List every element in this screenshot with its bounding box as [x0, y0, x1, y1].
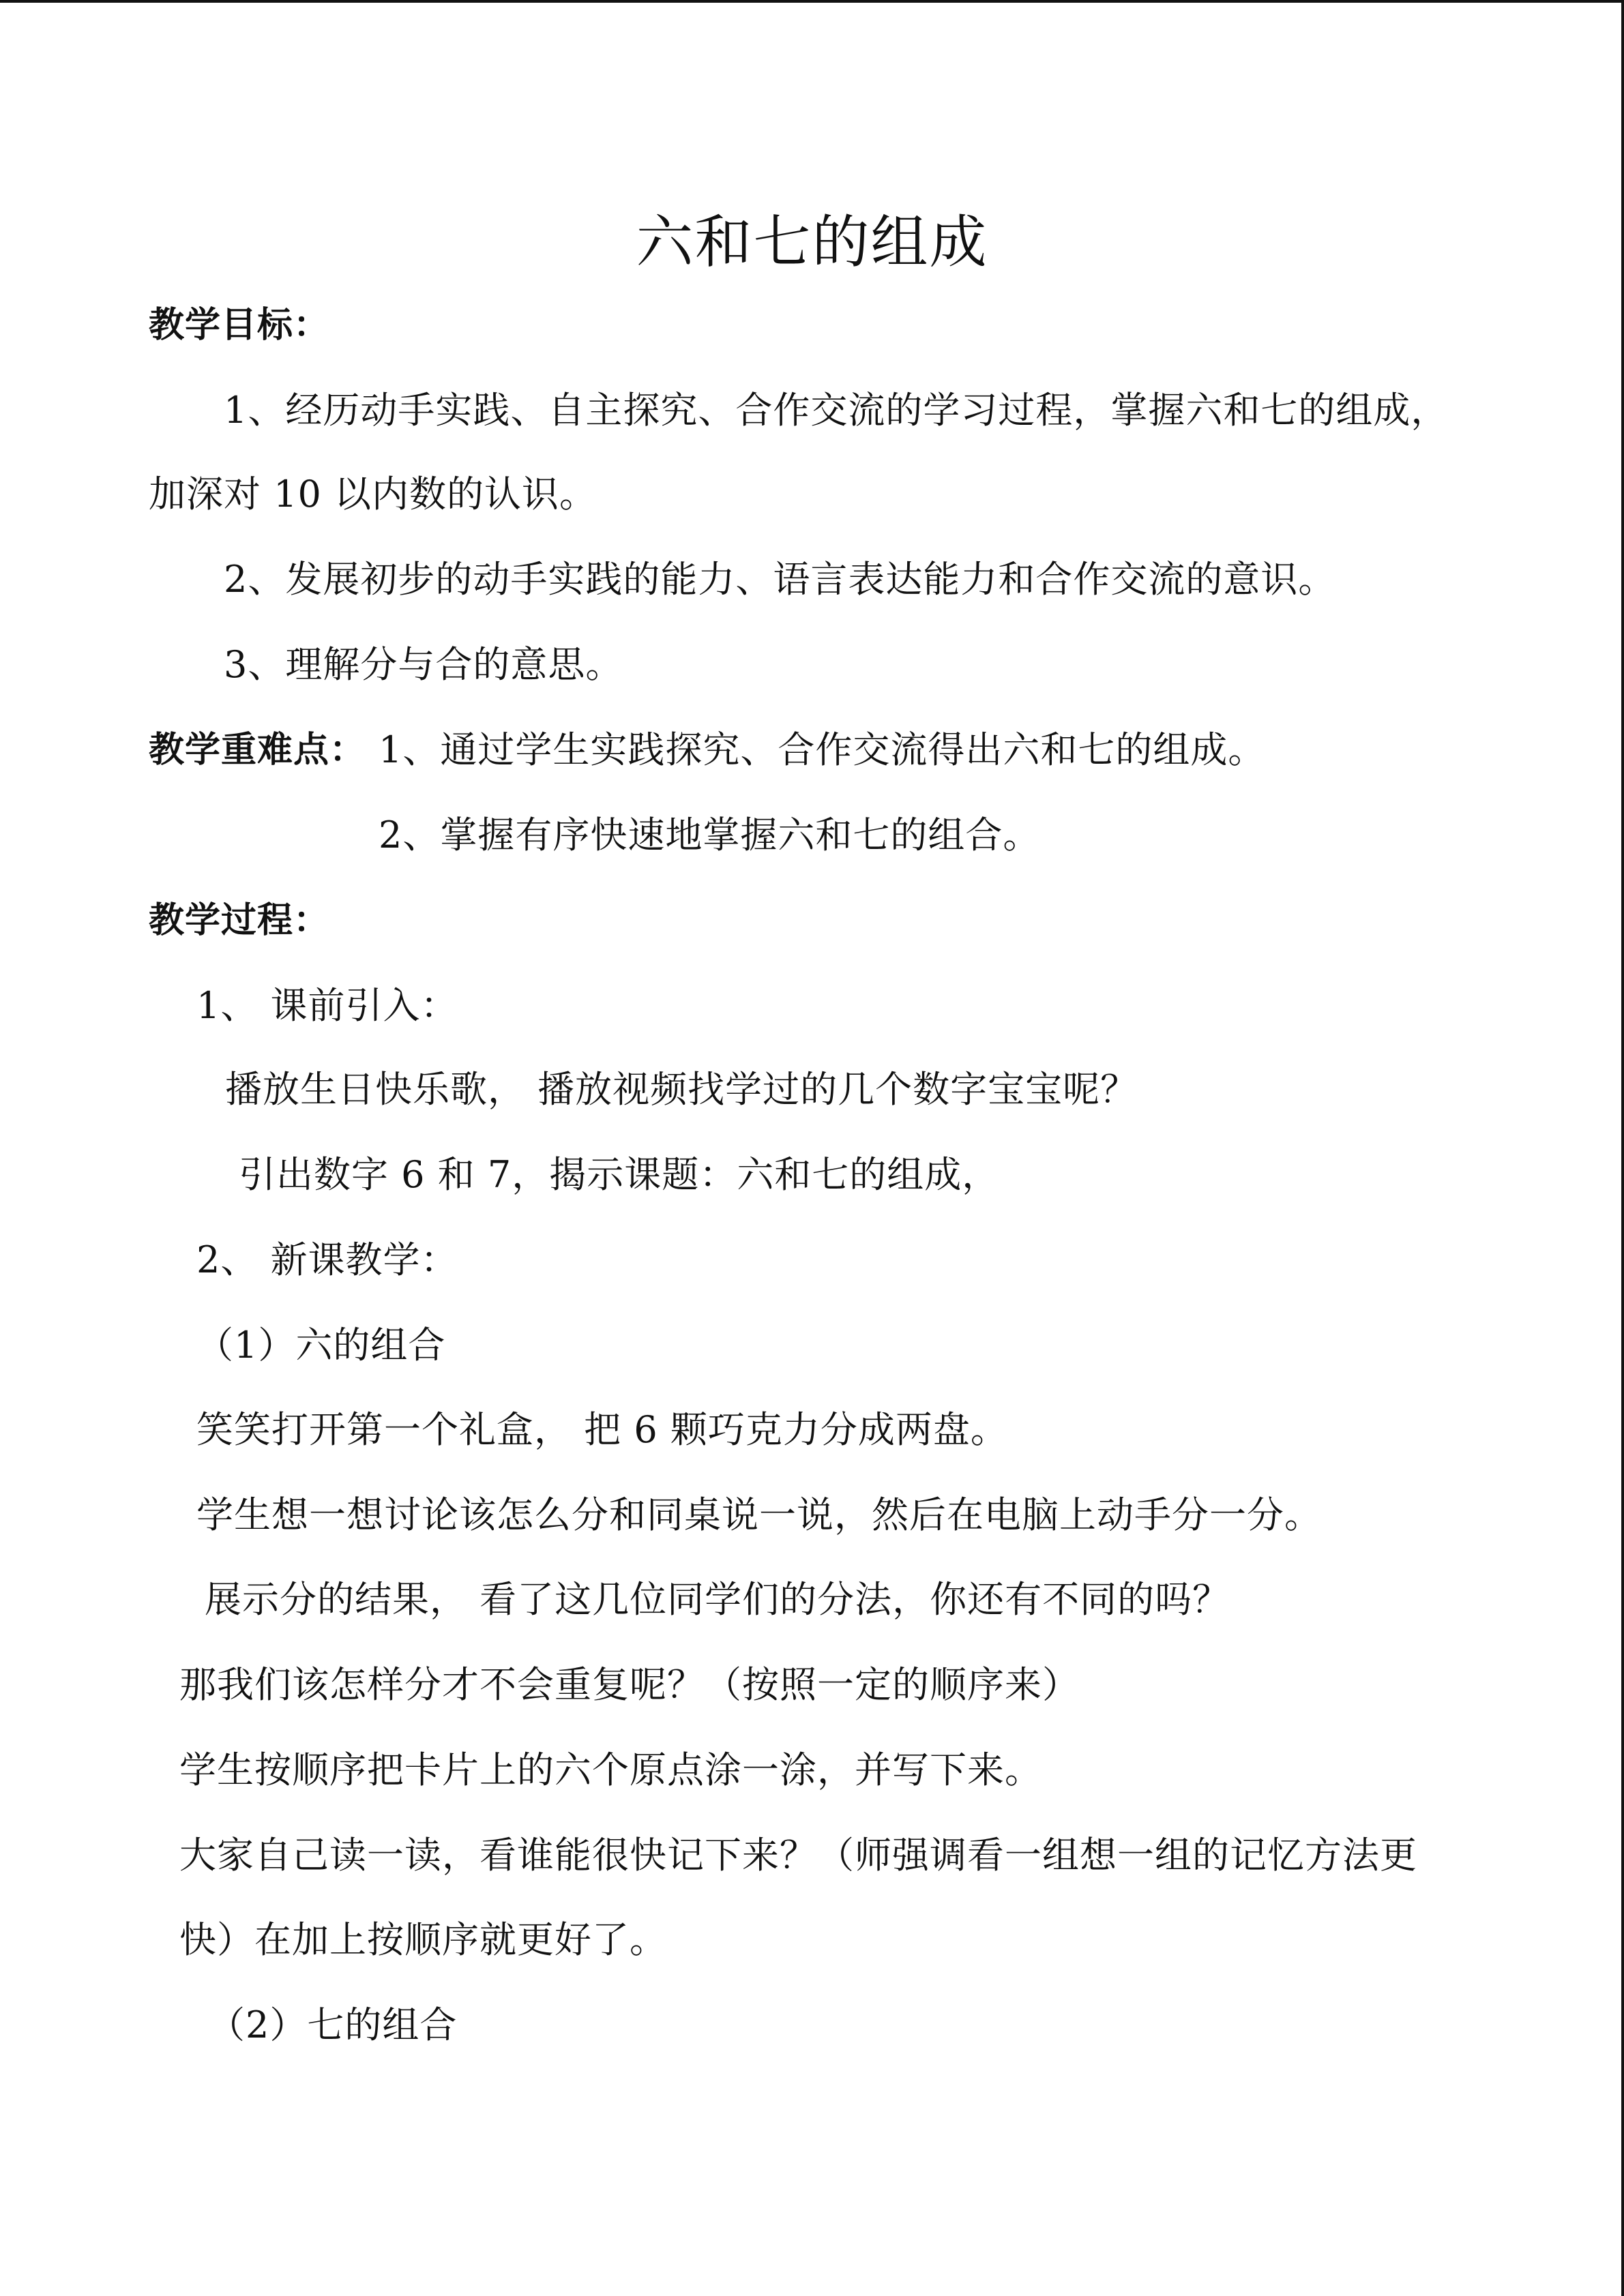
- process-step-2-title: 2、 新课教学：: [196, 1238, 458, 1281]
- key-point-item-2: 2、掌握有序快速地掌握六和七的组合。: [379, 814, 1041, 856]
- goal-item-2: 2、发展初步的动手实践的能力、语言表达能力和合作交流的意识。: [224, 558, 1336, 601]
- page-top-border: [0, 0, 1624, 3]
- goal-item-3: 3、理解分与合的意思。: [224, 643, 623, 686]
- process-subsection-1-line-6: 大家自己读一读，看谁能很快记下来？（师强调看一组想一组的记忆方法更: [179, 1834, 1417, 1877]
- key-point-item-1: 1、通过学生实践探究、合作交流得出六和七的组成。: [379, 728, 1266, 771]
- process-subsection-1-line-7: 快）在加上按顺序就更好了。: [179, 1918, 667, 1961]
- goals-heading: 教学目标：: [149, 305, 330, 346]
- page-right-border: [1621, 0, 1624, 2296]
- process-step-1-line-2: 引出数字 6 和 7，揭示课题：六和七的组成，: [239, 1153, 1000, 1196]
- goal-item-1-line-2: 加深对 10 以内数的认识。: [149, 473, 597, 516]
- process-heading: 教学过程：: [149, 900, 330, 941]
- key-points-heading: 教学重难点：: [149, 730, 366, 771]
- process-subsection-2-title: （2）七的组合: [208, 2003, 458, 2046]
- process-subsection-1-line-5: 学生按顺序把卡片上的六个原点涂一涂，并写下来。: [179, 1748, 1042, 1791]
- process-subsection-1-line-4: 那我们该怎样分才不会重复呢？（按照一定的顺序来）: [179, 1663, 1080, 1706]
- process-subsection-1-line-2: 学生想一想讨论该怎么分和同桌说一说，然后在电脑上动手分一分。: [196, 1493, 1322, 1536]
- goal-item-1-line-1: 1、经历动手实践、自主探究、合作交流的学习过程，掌握六和七的组成，: [224, 389, 1449, 432]
- process-subsection-1-title: （1）六的组合: [196, 1324, 446, 1367]
- process-subsection-1-line-3: 展示分的结果， 看了这几位同学们的分法，你还有不同的吗？: [205, 1578, 1230, 1621]
- document-title: 六和七的组成: [636, 209, 988, 275]
- process-step-1-line-1: 播放生日快乐歌， 播放视频找学过的几个数字宝宝呢？: [225, 1068, 1138, 1111]
- process-subsection-1-line-1: 笑笑打开第一个礼盒， 把 6 颗巧克力分成两盘。: [196, 1408, 1008, 1451]
- process-step-1-title: 1、 课前引入：: [196, 984, 458, 1027]
